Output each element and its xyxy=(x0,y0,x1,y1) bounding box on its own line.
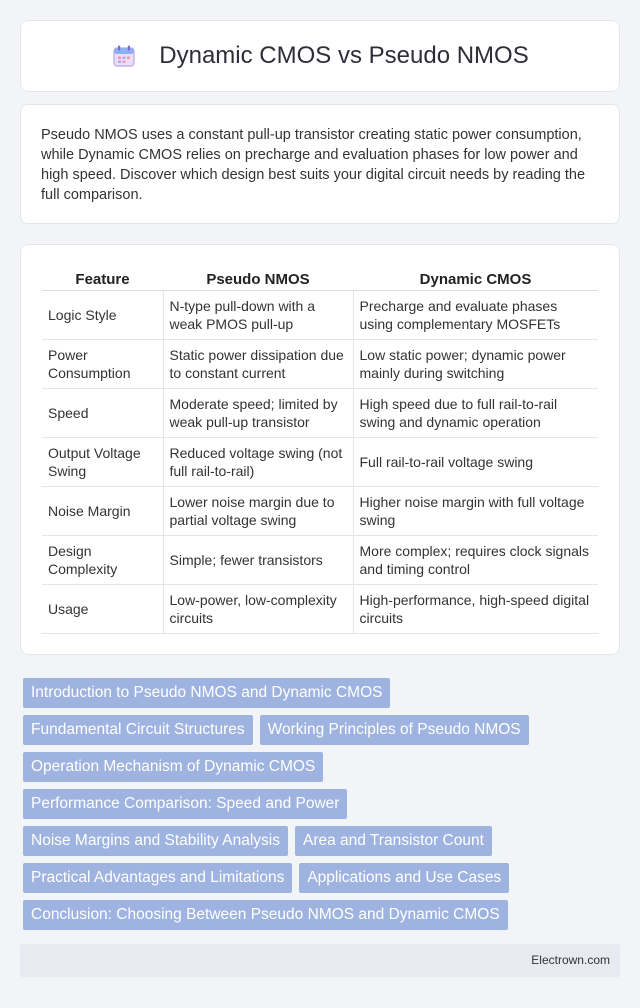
cell-feature: Output Voltage Swing xyxy=(42,437,163,486)
table-row xyxy=(42,486,598,535)
table-row xyxy=(42,437,598,486)
tag-operation-mechanism-dynamic-cmos[interactable]: Operation Mechanism of Dynamic CMOS xyxy=(23,752,323,782)
footer xyxy=(20,944,620,977)
tag-performance-comparison[interactable]: Performance Comparison: Speed and Power xyxy=(23,789,347,819)
table-row xyxy=(42,584,598,633)
cell-feature: Logic Style xyxy=(42,290,163,339)
tag-conclusion[interactable]: Conclusion: Choosing Between Pseudo NMOS and Dynamic CMOS xyxy=(23,900,508,930)
cell-feature: Usage xyxy=(42,584,163,633)
cell-dynamic-cmos: High speed due to full rail-to-rail swing and dynamic operation xyxy=(353,388,598,437)
cell-dynamic-cmos: More complex; requires clock signals and timing control xyxy=(353,535,598,584)
header-card xyxy=(20,20,620,92)
tag-row xyxy=(23,789,623,819)
cell-pseudo-nmos: Static power dissipation due to constant current xyxy=(163,339,353,388)
cell-pseudo-nmos: Low-power, low-complexity circuits xyxy=(163,584,353,633)
comparison-table-card xyxy=(20,244,620,655)
table-row xyxy=(42,339,598,388)
tag-row xyxy=(23,752,623,782)
tag-row xyxy=(23,900,623,930)
tag-working-principles-pseudo-nmos[interactable]: Working Principles of Pseudo NMOS xyxy=(260,715,529,745)
header-dynamic-cmos: Dynamic CMOS xyxy=(353,265,598,290)
cell-feature: Design Complexity xyxy=(42,535,163,584)
page-title: Dynamic CMOS vs Pseudo NMOS xyxy=(159,42,529,69)
cell-feature: Noise Margin xyxy=(42,486,163,535)
cell-feature: Speed xyxy=(42,388,163,437)
tag-introduction[interactable]: Introduction to Pseudo NMOS and Dynamic CMOS xyxy=(23,678,390,708)
tag-practical-advantages[interactable]: Practical Advantages and Limitations xyxy=(23,863,292,893)
cell-dynamic-cmos: Precharge and evaluate phases using complementary MOSFETs xyxy=(353,290,598,339)
tag-area-transistor-count[interactable]: Area and Transistor Count xyxy=(295,826,492,856)
table-row xyxy=(42,290,598,339)
tag-row xyxy=(23,715,623,745)
tag-noise-margins[interactable]: Noise Margins and Stability Analysis xyxy=(23,826,288,856)
cell-pseudo-nmos: N-type pull-down with a weak PMOS pull-up xyxy=(163,290,353,339)
cell-pseudo-nmos: Reduced voltage swing (not full rail-to-rail) xyxy=(163,437,353,486)
table-header-row xyxy=(42,265,598,290)
cell-dynamic-cmos: Full rail-to-rail voltage swing xyxy=(353,437,598,486)
header-feature: Feature xyxy=(42,265,163,290)
tag-row xyxy=(23,678,623,708)
cell-pseudo-nmos: Moderate speed; limited by weak pull-up transistor xyxy=(163,388,353,437)
cell-feature: Power Consumption xyxy=(42,339,163,388)
table-row xyxy=(42,535,598,584)
calendar-icon xyxy=(111,43,137,69)
topic-tags xyxy=(23,678,623,937)
cell-pseudo-nmos: Lower noise margin due to partial voltage swing xyxy=(163,486,353,535)
footer-brand[interactable]: Electrown.com xyxy=(531,953,610,967)
header-pseudo-nmos: Pseudo NMOS xyxy=(163,265,353,290)
comparison-table xyxy=(42,265,598,634)
cell-dynamic-cmos: Low static power; dynamic power mainly during switching xyxy=(353,339,598,388)
tag-applications-use-cases[interactable]: Applications and Use Cases xyxy=(299,863,509,893)
cell-dynamic-cmos: Higher noise margin with full voltage swing xyxy=(353,486,598,535)
tag-fundamental-circuit-structures[interactable]: Fundamental Circuit Structures xyxy=(23,715,253,745)
intro-text: Pseudo NMOS uses a constant pull-up transistor creating static power consumption, while Dynamic CMOS relies on precharge and evaluation phases for low power and high speed. Discover which design best suits your digital circuit needs by reading the full comparison. xyxy=(41,127,586,203)
tag-row xyxy=(23,863,623,893)
cell-pseudo-nmos: Simple; fewer transistors xyxy=(163,535,353,584)
table-row xyxy=(42,388,598,437)
tag-row xyxy=(23,826,623,856)
cell-dynamic-cmos: High-performance, high-speed digital circuits xyxy=(353,584,598,633)
intro-card xyxy=(20,104,620,224)
